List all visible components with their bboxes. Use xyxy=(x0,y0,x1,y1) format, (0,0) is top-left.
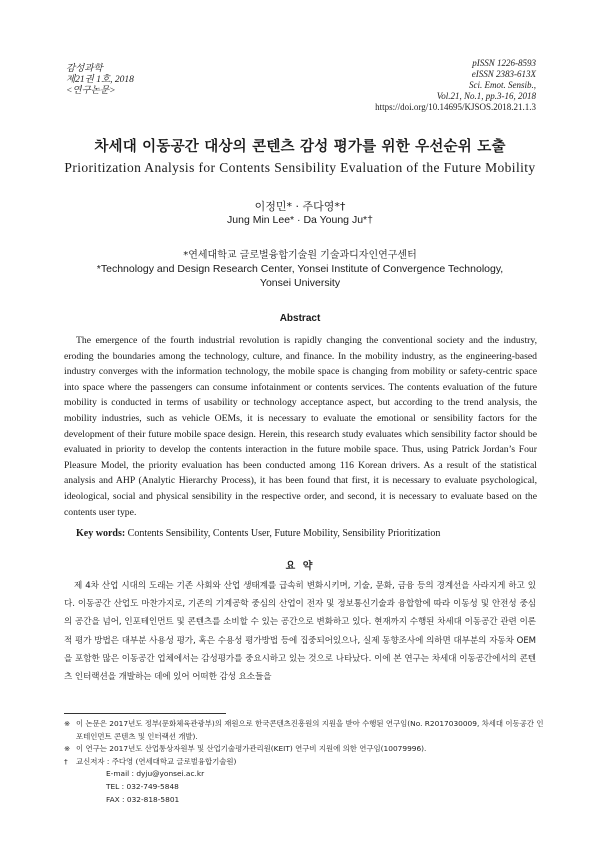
summary-body-ko: 제 4차 산업 시대의 도래는 기존 사회와 산업 생태계를 급속히 변화시키며, 기술, 문화, 금융 등의 경계선을 사라지게 하고 있다. 이동공간 산업도 마찬가지로, 기존의 기계공학 중심의 산업이 전자 및 정보통신기술과 융합함에 따라 이동성 및 안전성 중심의 공간을 넘어, 인포테인먼트 및 콘텐츠를 소비할 수 있는 공간으로 변화하고 있다. 현재까지 수행된 차세대 이동공간 관련 이론적 평가 방법은 대부분 사용성 평가, 혹은 수용성 평가방법 등에 집중되어있으나, 실제 동향조사에 의하면 대부분의 자동차 OEM을 포함한 많은 이동공간 업체에서는 감성평가를 중요시하고 있는 것으로 나타났다. 이에 본 연구는 차세대 이동공간에서의 콘텐츠 인터랙션을 개발하는 데에 있어 어떠한 감성 요소들을 xyxy=(64,581,536,683)
footnote-corresponding xyxy=(64,756,544,769)
keywords-label: Key words: xyxy=(76,528,126,539)
footnote-text: 이 연구는 2017년도 산업통상자원부 및 산업기술평가관리원(KEIT) 연구비 지원에 의한 연구임(10079996). xyxy=(76,744,427,754)
keywords-text: Contents Sensibility, Contents User, Future Mobility, Sensibility Prioritization xyxy=(127,528,441,539)
contact-tel: TEL : 032-749-5848 xyxy=(106,781,179,791)
paper-title-ko: 차세대 이동공간 대상의 콘텐츠 감성 평가를 위한 우선순위 도출 xyxy=(94,139,506,155)
journal-name-ko: 감성과학 xyxy=(66,64,103,74)
paper-title-en: Prioritization Analysis for Contents Sensibility Evaluation of the Future Mobility xyxy=(64,160,536,175)
journal-abbrev: Sci. Emot. Sensib., xyxy=(469,80,536,90)
affiliation-ko: *연세대학교 글로벌융합기술원 기술과디자인연구센터 xyxy=(183,250,417,261)
abstract-heading: Abstract xyxy=(279,313,321,324)
authors-en: Jung Min Lee* · Da Young Ju*† xyxy=(227,214,373,226)
footnote-funding-1 xyxy=(64,718,544,743)
footnote-divider xyxy=(64,713,226,714)
journal-volume-ko: 제21권 1호, 2018 xyxy=(66,75,134,85)
dagger-mark: † xyxy=(64,756,68,766)
abstract-body: The emergence of the fourth industrial revolution is rapidly changing the conventional society and the industry, eroding the boundaries among the technology, culture, and finance. In the mobility industry, as the engineering-based industry converges with the information technology, the mobile space is changing from mobility or safety-centric space into space where the passengers can consume infotainment or contents services. The contents evaluation of the future mobility is conducted in terms of usability or technology acceptance aspect, but according to the trend analysis, the mobility industries, such as vehicle OEMs, it is necessary to evaluate the emotional or sensibility factors for the development of their future mobile space design. Herein, this research study evaluates which sensibility factor should be evaluated in priority to develop the contents interaction in the future mobile space. Thus, using Patrick Jordan’s Four Pleasure Model, the priority evaluation has been conducted among 116 Korean drivers. As a result of the statistical analysis and AHP (Analytic Hierarchy Process), it has been found that first, it is necessary to evaluate psychological, ideological, social and physical sensibility in the respective order, and second, it is necessary to evaluate based on the contents user type. xyxy=(64,335,537,518)
contact-fax: FAX : 032-818-5801 xyxy=(106,794,180,804)
affiliation-en-line-2: Yonsei University xyxy=(259,277,341,289)
journal-header-left xyxy=(66,64,134,97)
keywords xyxy=(76,528,546,539)
footnote-funding-2 xyxy=(64,743,544,756)
footnote-mark: ※ xyxy=(64,744,71,754)
pissn: pISSN 1226-8593 xyxy=(472,58,536,68)
contact-email[interactable]: E-mail : dyju@yonsei.ac.kr xyxy=(106,769,205,779)
authors-ko: 이정민* · 주다영*† xyxy=(254,200,346,213)
footnote-mark: ※ xyxy=(64,719,71,728)
journal-header-right xyxy=(375,58,536,113)
corresponding-author: 교신저자 : 주다영 (연세대학교 글로벌융합기술원) xyxy=(76,756,237,766)
volume-pages: Vol.21, No.1, pp.3-16, 2018 xyxy=(436,91,536,101)
summary-heading-ko: 요 약 xyxy=(285,561,315,572)
doi-link[interactable]: https://doi.org/10.14695/KJSOS.2018.21.1.3 xyxy=(375,102,536,112)
footnotes xyxy=(64,718,544,806)
affiliation-en xyxy=(0,262,600,290)
article-type: <연구논문> xyxy=(66,86,116,96)
eissn: eISSN 2383-613X xyxy=(471,69,536,79)
footnote-text: 이 논문은 2017년도 정부(문화체육관광부)의 재원으로 한국콘텐츠진흥원의 지원을 받아 수행된 연구임(No. R2017030009, 차세대 이동공간 인포테인먼트 콘텐츠 및 인터랙션 개발). xyxy=(76,719,544,741)
affiliation-en-line-1: *Technology and Design Research Center, Yonsei Institute of Convergence Technology, xyxy=(96,263,504,275)
